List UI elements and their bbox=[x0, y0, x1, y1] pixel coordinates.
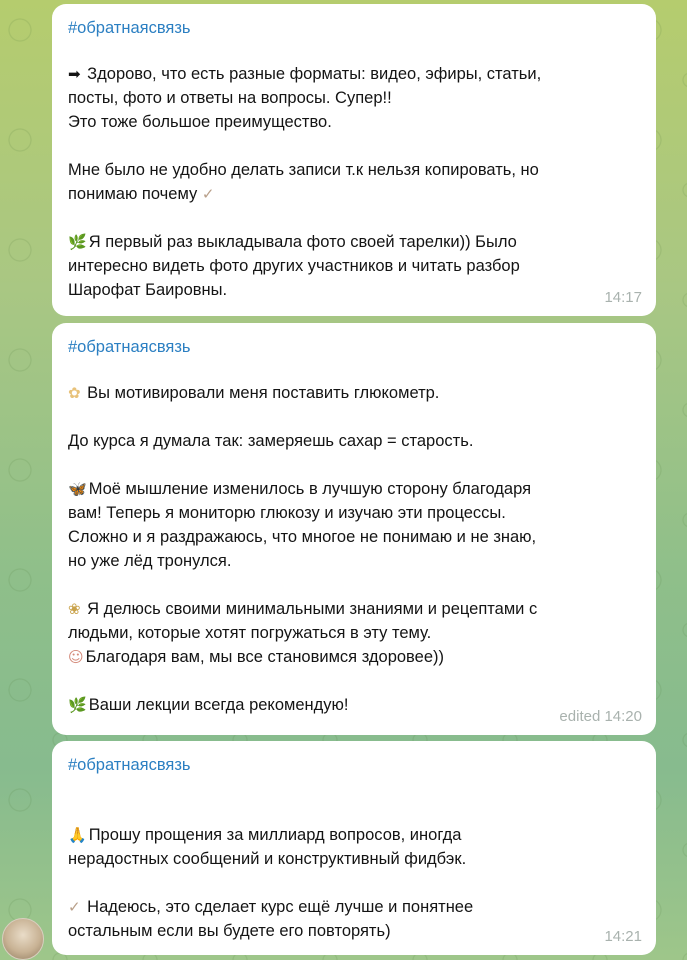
message-line: 🙏 Прошу прощения за миллиард вопросов, иногда bbox=[68, 826, 462, 844]
message-line: 🦋 Моё мышление изменилось в лучшую сторону благодаря bbox=[68, 480, 532, 498]
message-line: ✿ Вы мотивировали меня поставить глюкометр. bbox=[68, 384, 440, 402]
message-bubble[interactable] bbox=[52, 741, 656, 955]
praying-hands-icon: 🙏 bbox=[68, 826, 87, 844]
message-time: edited 14:20 bbox=[559, 708, 642, 725]
butterfly-icon: 🦋 bbox=[68, 480, 87, 498]
message-line: ❀ Я делюсь своими минимальными знаниями и рецептами с bbox=[68, 600, 538, 618]
bouquet-icon: ❀ bbox=[68, 600, 81, 618]
message-line: интересно видеть фото других участников и читать разбор bbox=[68, 257, 520, 275]
check-mark-icon: ✓ bbox=[201, 185, 215, 203]
message-line: Это тоже большое преимущество. bbox=[68, 113, 332, 131]
arrow-right-icon: ➡ bbox=[68, 65, 81, 83]
plant-icon: 🌿 bbox=[68, 233, 87, 251]
message-line: ✓ Надеюсь, это сделает курс ещё лучше и понятнее bbox=[68, 898, 474, 916]
plant-icon: 🌿 bbox=[68, 696, 87, 714]
message-bubble[interactable] bbox=[52, 323, 656, 735]
message-time: 14:17 bbox=[604, 289, 642, 306]
message-line: нерадостных сообщений и конструктивный фидбэк. bbox=[68, 850, 467, 868]
hashtag-link[interactable]: #обратнаясвязь bbox=[68, 19, 191, 37]
message-line: ☺ Благодаря вам, мы все становимся здоровее)) bbox=[68, 648, 444, 666]
message-line: Шарофат Баировны. bbox=[68, 281, 228, 299]
check-mark-icon: ✓ bbox=[68, 898, 81, 916]
hashtag-link[interactable]: #обратнаясвязь bbox=[68, 338, 191, 356]
message-bubble[interactable] bbox=[52, 4, 656, 316]
message-line: людьми, которые хотят погружаться в эту тему. bbox=[68, 624, 432, 642]
message-line: 🌿 Ваши лекции всегда рекомендую! bbox=[68, 696, 349, 714]
message-line: До курса я думала так: замеряешь сахар = старость. bbox=[68, 432, 474, 450]
message-line: Сложно и я раздражаюсь, что многое не понимаю и не знаю, bbox=[68, 528, 537, 546]
message-line: понимаю почему ✓ bbox=[68, 185, 215, 203]
sender-avatar[interactable] bbox=[2, 918, 44, 960]
message-time: 14:21 bbox=[604, 928, 642, 945]
message-line: но уже лёд тронулся. bbox=[68, 552, 232, 570]
message-line: вам! Теперь я мониторю глюкозу и изучаю эти процессы. bbox=[68, 504, 506, 522]
message-line: ➡ Здорово, что есть разные форматы: видео, эфиры, статьи, bbox=[68, 65, 542, 83]
hashtag-link[interactable]: #обратнаясвязь bbox=[68, 756, 191, 774]
message-line: 🌿 Я первый раз выкладывала фото своей тарелки)) Было bbox=[68, 233, 517, 251]
message-line: остальным если вы будете его повторять) bbox=[68, 922, 391, 940]
flower-icon: ✿ bbox=[68, 384, 81, 402]
hug-icon: ☺ bbox=[68, 648, 84, 666]
message-line: посты, фото и ответы на вопросы. Супер!! bbox=[68, 89, 392, 107]
message-line: Мне было не удобно делать записи т.к нельзя копировать, но bbox=[68, 161, 539, 179]
